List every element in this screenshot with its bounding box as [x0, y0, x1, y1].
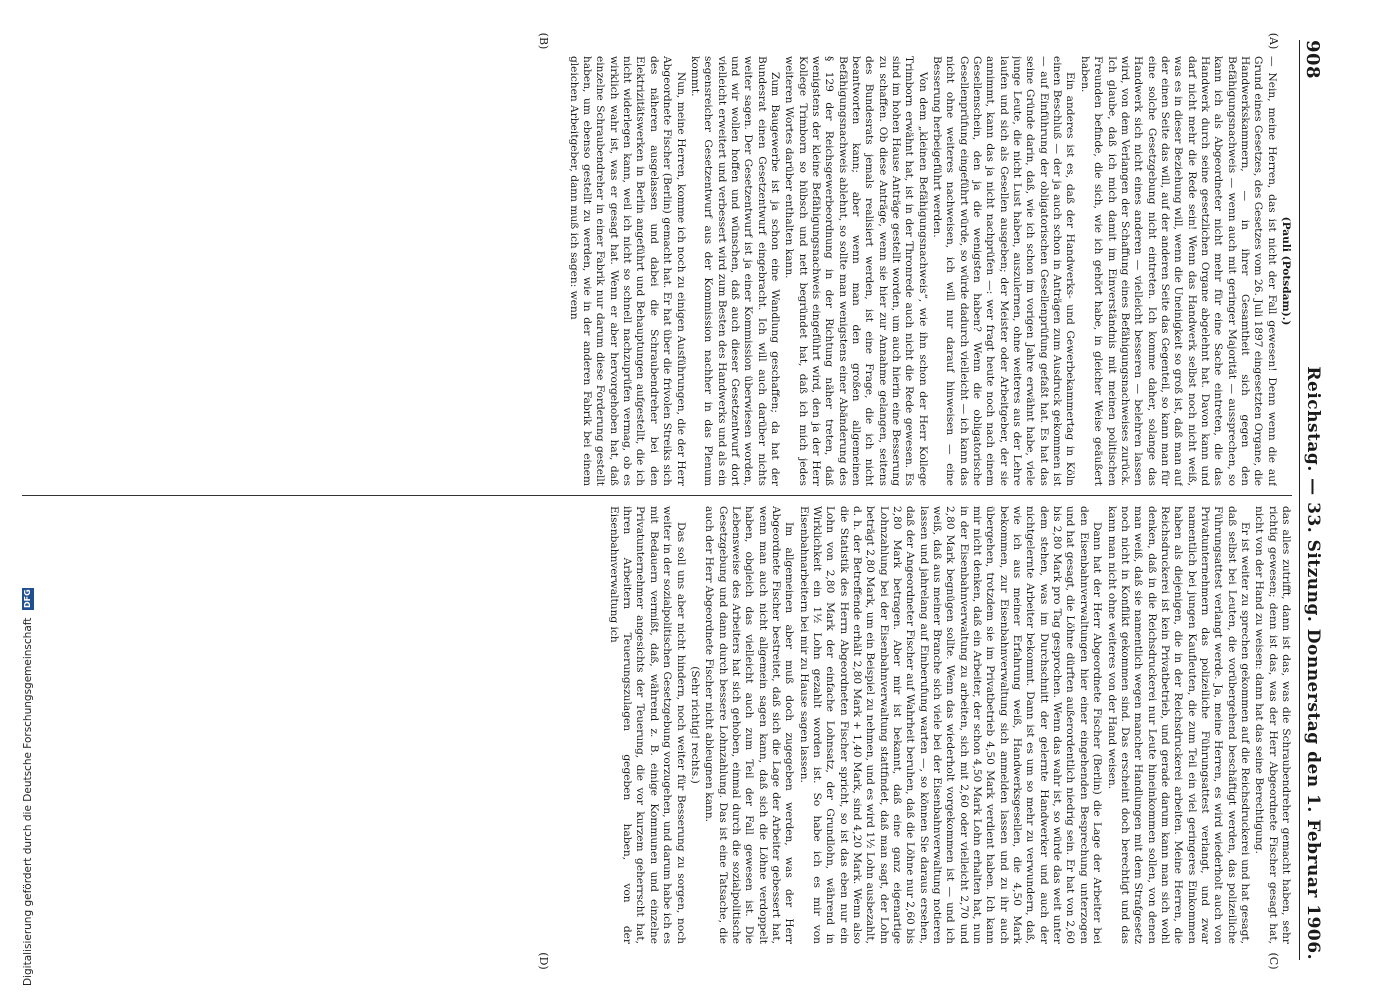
interjection: (Sehr richtig! rechts.) — [688, 666, 701, 784]
paragraph: Im allgemeinen aber muß doch zugegeben werden, was der Herr Abgeordnete Fischer bestreitet, daß sich die Lage der Arbeiter gebessert hat, wenn man auch nicht allgemein sagen kann, daß sich die Löhne verdoppelt haben, obgleich das vielleicht auch zum Teil der Fall gewesen ist. Die Lebensweise des Arbeiters hat sich gehoben, einmal durch die sozialpolitische Gesetzgebung und dann durch bessere Lohnzahlung. Das ist eine Tatsache, die auch der Herr Abgeordnete Fischer nicht ableugnen kann. — [703, 506, 796, 944]
margin-mark-d: (D) — [537, 952, 550, 970]
credit-text: Digitalisierung gefördert durch die Deutsche Forschungsgemeinschaft — [22, 617, 34, 986]
paragraph: Nun, meine Herren, komme ich noch zu einigen Ausführungen, die der Herr Abgeordnete Fischer (Berlin) gemacht hat. Er hat über die frivolen Streiks sich des näheren ausgelassen und dabei die Schraubendreher bei den Elektrizitätswerken in Berlin angeführt und Behauptungen aufgestellt, die ich nicht widerlegen kann, weil ich nicht so schnell nachzuprüfen vermag, ob es wirklich wahr ist, was er gesagt hat. Wenn er aber hervorgehoben hat, daß einzelne Schraubendreher in einer Fabrik nur darum diese Forderung gestellt haben, um ebenso gestellt zu werden, wie in der anderen Fabrik bei einem gleichen Arbeitgeber, dann muß ich sagen: wenn — [567, 56, 687, 486]
margin-mark-a: (A) — [1267, 32, 1280, 50]
paragraph: Das soll uns aber nicht hindern, noch weiter für Besserung zu sorgen, noch weiter in der sozialpolitischen Gesetzgebung vorzugehen, und darum habe ich es mit Bedauern vermißt, daß, während z. B. einige Kommunen und einzelne Privatunternehmer angesichts der Teuerung, die vor kurzem geherrscht hat, ihren Arbeitern Teuerungszulagen gegeben haben, von der Eisenbahnverwaltung ich — [607, 506, 687, 944]
paragraph: Ein anderes ist es, daß der Handwerks- und Gewerbekammertag in Köln einen Beschluß — der ja auch schon in Anträgen zum Ausdruck gekommen ist — auf Einführung der obligatorischen Gesellenprüfung gefaßt hat. Es hat das seine Gründe darin, daß, wie ich schon im vorigen Jahre erwähnt habe, viele junge Leute, die nicht Lust haben, auszulernen, ohne weiteres aus der Lehre laufen und sich als Gesellen ausgeben; der Meister oder Arbeitgeber, der sie annimmt, kann das ja nicht nachprüfen —: wer fragt heute noch nach einem Gesellenschein, den ja die wenigsten haben? Wenn die obligatorische Gesellenprüfung eingeführt würde, so würde dadurch vielleicht — ich kann das nicht ohne weiteres nachweisen, ich will nur darauf hinweisen — eine Besserung herbeigeführt werden. — [931, 56, 1077, 486]
paragraph: Von dem „kleinen Befähigungsnachweis“, wie ihn schon der Herr Kollege Trimborn erwähnt hat, ist in der Thronrede auch nicht die Rede gewesen. Es sind im hohen Hause Anträge gestellt worden, um auch hierin eine Besserung zu schaffen. Ob diese Anträge, wenn sie hier zur Annahme gelangen, seitens des Bundesrats jemals realisiert werden, ist eine Frage, die ich nicht beantworten kann; aber wenn man den großen allgemeinen Befähigungsnachweis ablehnt, so sollte man wenigstens einer Abänderung des § 129 der Reichsgewerbeordnung in der Richtung näher treten, daß wenigstens der kleine Befähigungsnachweis eingeführt wird, den ja der Herr Kollege Trimborn so hübsch und nett begründet hat, daß ich mich jedes weiteren Wortes darüber enthalten kann. — [783, 56, 929, 486]
column-divider — [22, 495, 1292, 496]
paragraph: Dann hat der Herr Abgeordnete Fischer (Berlin) die Lage der Arbeiter bei den Eisenbahnverwaltungen hier einer eingehenden Besprechung unterzogen und hat gesagt, die Löhne dürften außerordentlich niedrig sein. Er hat von 2,60 bis 2,80 Mark pro Tag gesprochen. Wenn das wahr ist, so würde das weit unter dem stehen, was im Durchschnitt der gelernte Handwerker und auch der nichtgelernte Arbeiter bekommt. Dann ist es um so mehr zu verwundern, daß, wie ich aus meiner Erfahrung weiß, Handwerksgesellen, die 4,50 Mark bekommen, zur Eisenbahnverwaltung sich anmelden lassen und zu ihr auch übergehen, trotzdem sie im Privatbetrieb 4,50 Mark verdient haben. Ich kann mir nicht denken, daß ein Arbeiter, der schon 4,50 Mark Lohn erhalten hat, nun in der Eisenbahnverwaltung zu arbeiten, sich mit 2,60 oder vielleicht 2,70 und 2,80 Mark begnügen sollte. Wenn das wiederholt vorgekommen ist — und ich weiß, daß aus meiner Branche sich viele bei der Eisenbahnverwaltung notieren lassen und jahrelang auf Einberufung warten —, so können Sie daraus ersehen, daß der Angeordneter Fischer auf Wahrheit beruhen, daß die Löhne nur 2,60 bis 2,80 Mark betragen. Aber mir ist bekannt, daß eine ganz eigenartige Lohnzahlung bei der Eisenbahnverwaltung stattfindet, daß man sagt, der Lohn beträgt 2,80 Mark, um ein Beispiel zu nehmen, und es wird 1½ Lohn ausbezahlt, d. h. der Betreffende erhält 2,80 Mark + 1,40 Mark, sind 4,20 Mark. Wenn also die Statistik des Herrn Abgeordneten Fischer spricht, so ist das eben nur ein Lohn von 2,80 Mark der einfache Lohnsatz, der Grundlohn, während in Wirklichkeit ein 1½ Lohn gezahlt worden ist. So habe ich es mir von Eisenbahnarbeitern bei mir zu Hause sagen lassen. — [797, 506, 1104, 944]
paragraph: das alles zutrifft, dann ist das, was die Schraubendreher gemacht haben, sehr richtig gewesen; denn ist das, was der Herr Abgeordnete Fischer gesagt hat, nicht von der Hand zu weisen: dann hat das seine Berechtigung. — [1253, 506, 1292, 944]
page-header — [1299, 40, 1326, 960]
page-number: 908 — [1302, 40, 1324, 80]
right-column — [20, 506, 1292, 944]
paragraph: Zum Baugewerbe ist ja schon eine Wandlung geschaffen; da hat der Bundesrat einen Gesetzentwurf eingebracht. Ich will auch darüber nichts weiter sagen. Der Gesetzentwurf ist ja einer Kommission überwiesen worden, und wir wollen hoffen und wünschen, daß auch dieser Gesetzentwurf dort vielleicht erweitert und verbessert wird zum Besten des Handwerks und als ein segensreicher Gesetzentwurf aus der Kommission nachher in das Plenum kommt. — [688, 56, 781, 486]
digitization-credit — [20, 0, 36, 1000]
paragraph: — Nein, meine Herren, das ist nicht der Fall gewesen! Denn wenn die auf Grund eines Gesetzes, des Gesetzes vom 26. Juli 1897 eingesetzten Organe, die Handwerkskammern, — in ihrer Gesamtheit sich gegen den Befähigungsnachweis — wenn auch mit geringer Majorität — aussprechen, so kann ich als Abgeordneter nicht mehr für eine Sache eintreten, die das Handwerk durch seine gesetzlichen Organe abgelehnt hat. Davon kann und darf nicht mehr die Rede sein! Wenn das Handwerk selbst noch nicht weiß, was es in dieser Beziehung will, wenn die Uneinigkeit so groß ist, daß man auf der einen Seite das will, auf der anderen Seite das Gegenteil, so kann man für eine solche Gesetzgebung nicht eintreten. Ich komme daher, solange das Handwerk sich nicht eines anderen — vielleicht besseren — belehren lassen wird, von dem Verlangen der Schaffung eines Befähigungsnachweises zurück. Ich glaube, daß ich mich damit im Einverständnis mit meinen politischen Freunden befinde, die sich, wie ich gehört habe, in gleicher Weise geäußert haben. — [1078, 56, 1278, 486]
dfg-logo: DFG — [23, 589, 32, 608]
margin-mark-c: (C) — [1267, 952, 1280, 970]
left-column — [20, 56, 1292, 486]
paragraph: Er ist weiter zu sprechen gekommen auf die Reichsdruckerei und hat gesagt, daß selbst bei Leuten, die vorübergehend beschäftigt werden, das polizeiliche Führungsattest verlangt werde. Ja, meine Herren, es wird wiederholt auch von Privatunternehmern das polizeiliche Führungsattest verlangt, und zwar namentlich bei jungen Kaufleuten, die zum Teil ein viel geringeres Einkommen haben als diejenigen, die in der Reichsdruckerei arbeiten. Meine Herren, die Reichsdruckerei ist kein Privatbetrieb, und gerade darum kann man sich wohl denken, daß in die Reichsdruckerei nur Leute hineinkommen sollen, von denen man weiß, daß sie namentlich wegen mancher Handlungen mit dem Strafgesetz noch nicht in Konflikt gekommen sind. Das erscheint doch berechtigt und das kann man nicht ohne weiteres von der Hand weisen. — [1105, 506, 1251, 944]
page-title: Reichstag. — 33. Sitzung. Donnerstag den 1. Februar 1906. — [1303, 366, 1323, 960]
speaker-label: (Pauli (Potsdam).) — [1280, 216, 1292, 326]
margin-mark-b: (B) — [537, 32, 550, 50]
